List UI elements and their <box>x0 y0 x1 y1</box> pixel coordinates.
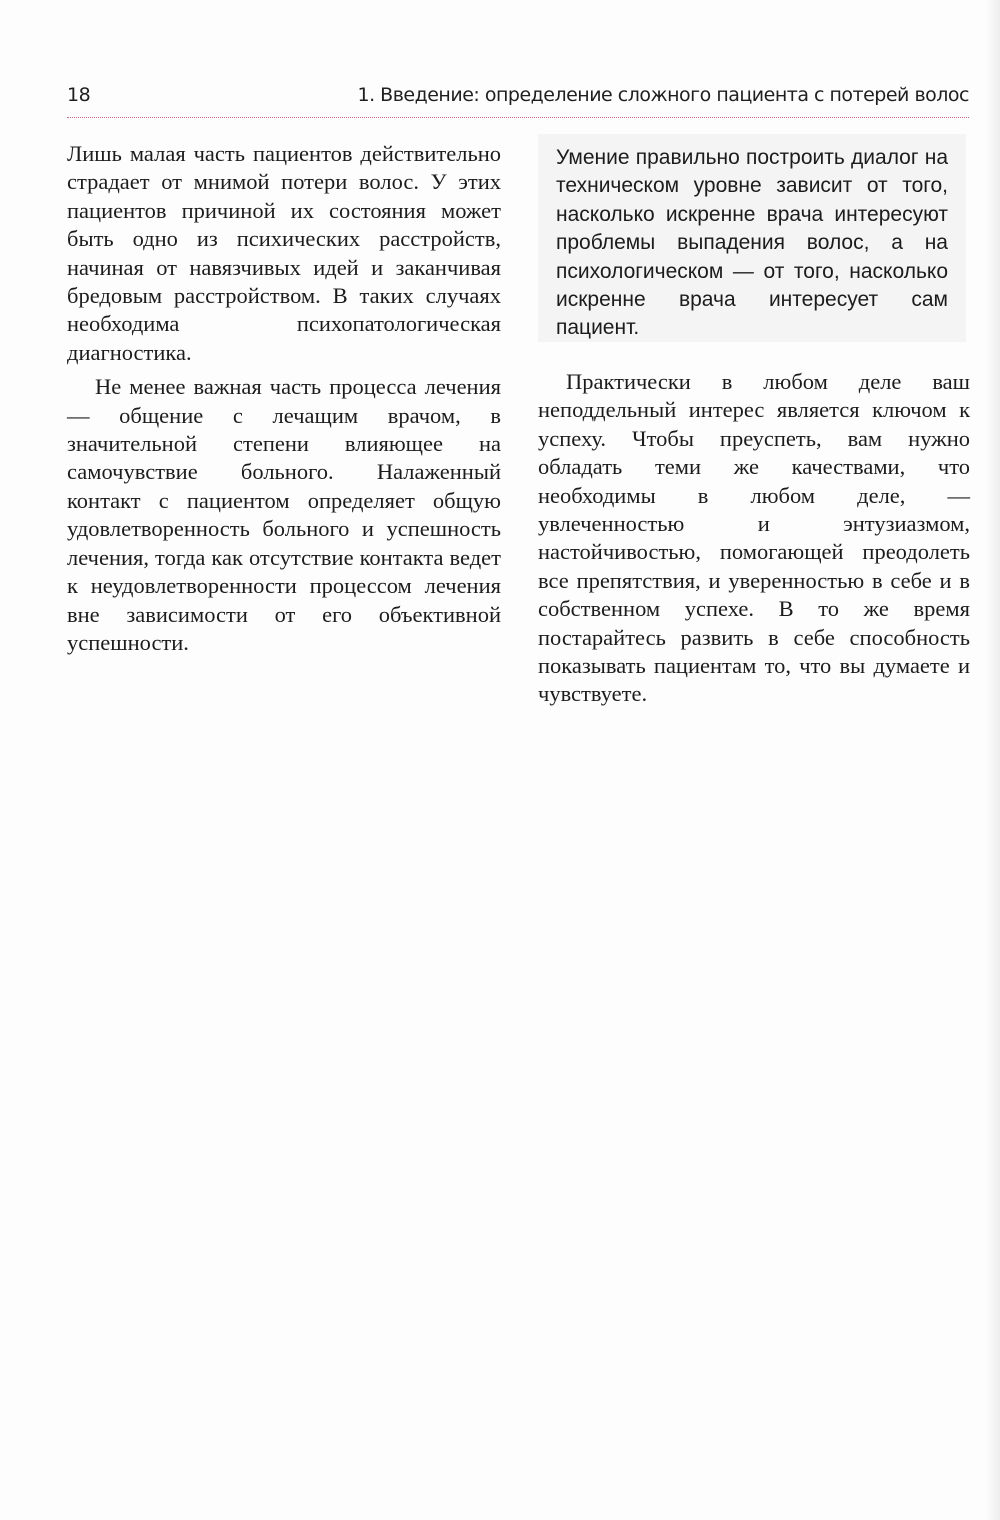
left-column <box>67 140 501 657</box>
left-paragraph-2: Не менее важная часть процесса лечения — общение с лечащим врачом, в значительной степени влияющее на самочувствие больного. Налаженный контакт с пациентом определяет общую удовлетворенность больного и успешность лечения, тогда как отсутствие контакта ведет к неудовлетворенности процессом лечения вне зависимости от его объективной успешности. <box>67 374 501 655</box>
page-number: 18 <box>67 84 91 106</box>
page-edge-shadow <box>986 0 1000 1520</box>
page-header <box>67 84 969 114</box>
left-paragraph-1: Лишь малая часть пациентов действительно страдает от мнимой потери волос. У этих пациентов причиной их состояния может быть одно из психических расстройств, начиная от навязчивых идей и заканчивая бредовым расстройством. В таких случаях необходима психопатологическая диагностика. <box>67 141 501 365</box>
running-title: 1. Введение: определение сложного пациента с потерей волос <box>357 84 969 106</box>
sidebar-callout <box>538 134 966 342</box>
sidebar-text: Умение правильно построить диалог на техническом уровне зависит от того, насколько искренне врача интересуют проблемы выпадения волос, а на психологическом — от того, насколько искренне врача интересует сам пациент. <box>556 146 948 340</box>
header-rule <box>67 117 969 118</box>
right-paragraph-1: Практически в любом деле ваш неподдельный интерес является ключом к успеху. Чтобы преуспеть, вам нужно обладать теми же качествами, что необходимы в любом деле, — увлеченностью и энтузиазмом, настойчивостью, помогающей преодолеть все препятствия, и уверенностью в себе и в собственном успехе. В то же время постарайтесь развить в себе способность показывать пациентам то, что вы думаете и чувствуете. <box>538 369 970 707</box>
right-column <box>538 368 970 709</box>
